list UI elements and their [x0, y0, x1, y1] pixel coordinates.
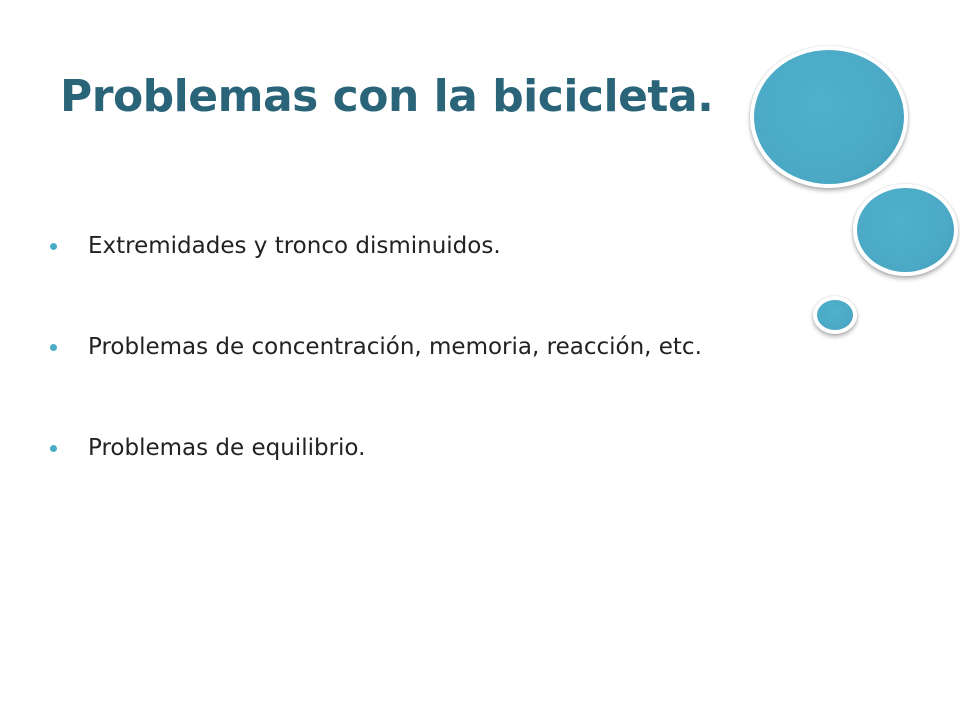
bullet-text: Problemas de equilibrio. — [88, 435, 366, 461]
decorative-circle-small — [813, 296, 857, 334]
bullet-dot-icon — [50, 243, 57, 250]
bullet-item — [50, 222, 702, 270]
slide-title: Problemas con la bicicleta. — [60, 71, 714, 122]
bullet-item — [50, 323, 702, 371]
decorative-circle-medium — [853, 184, 958, 276]
bullet-dot-icon — [50, 344, 57, 351]
decorative-circle-large — [750, 46, 908, 188]
bullet-item — [50, 424, 702, 472]
bullet-text: Extremidades y tronco disminuidos. — [88, 233, 501, 259]
bullet-dot-icon — [50, 445, 57, 452]
bullet-text: Problemas de concentración, memoria, reacción, etc. — [88, 334, 702, 360]
bullet-list — [50, 222, 702, 525]
